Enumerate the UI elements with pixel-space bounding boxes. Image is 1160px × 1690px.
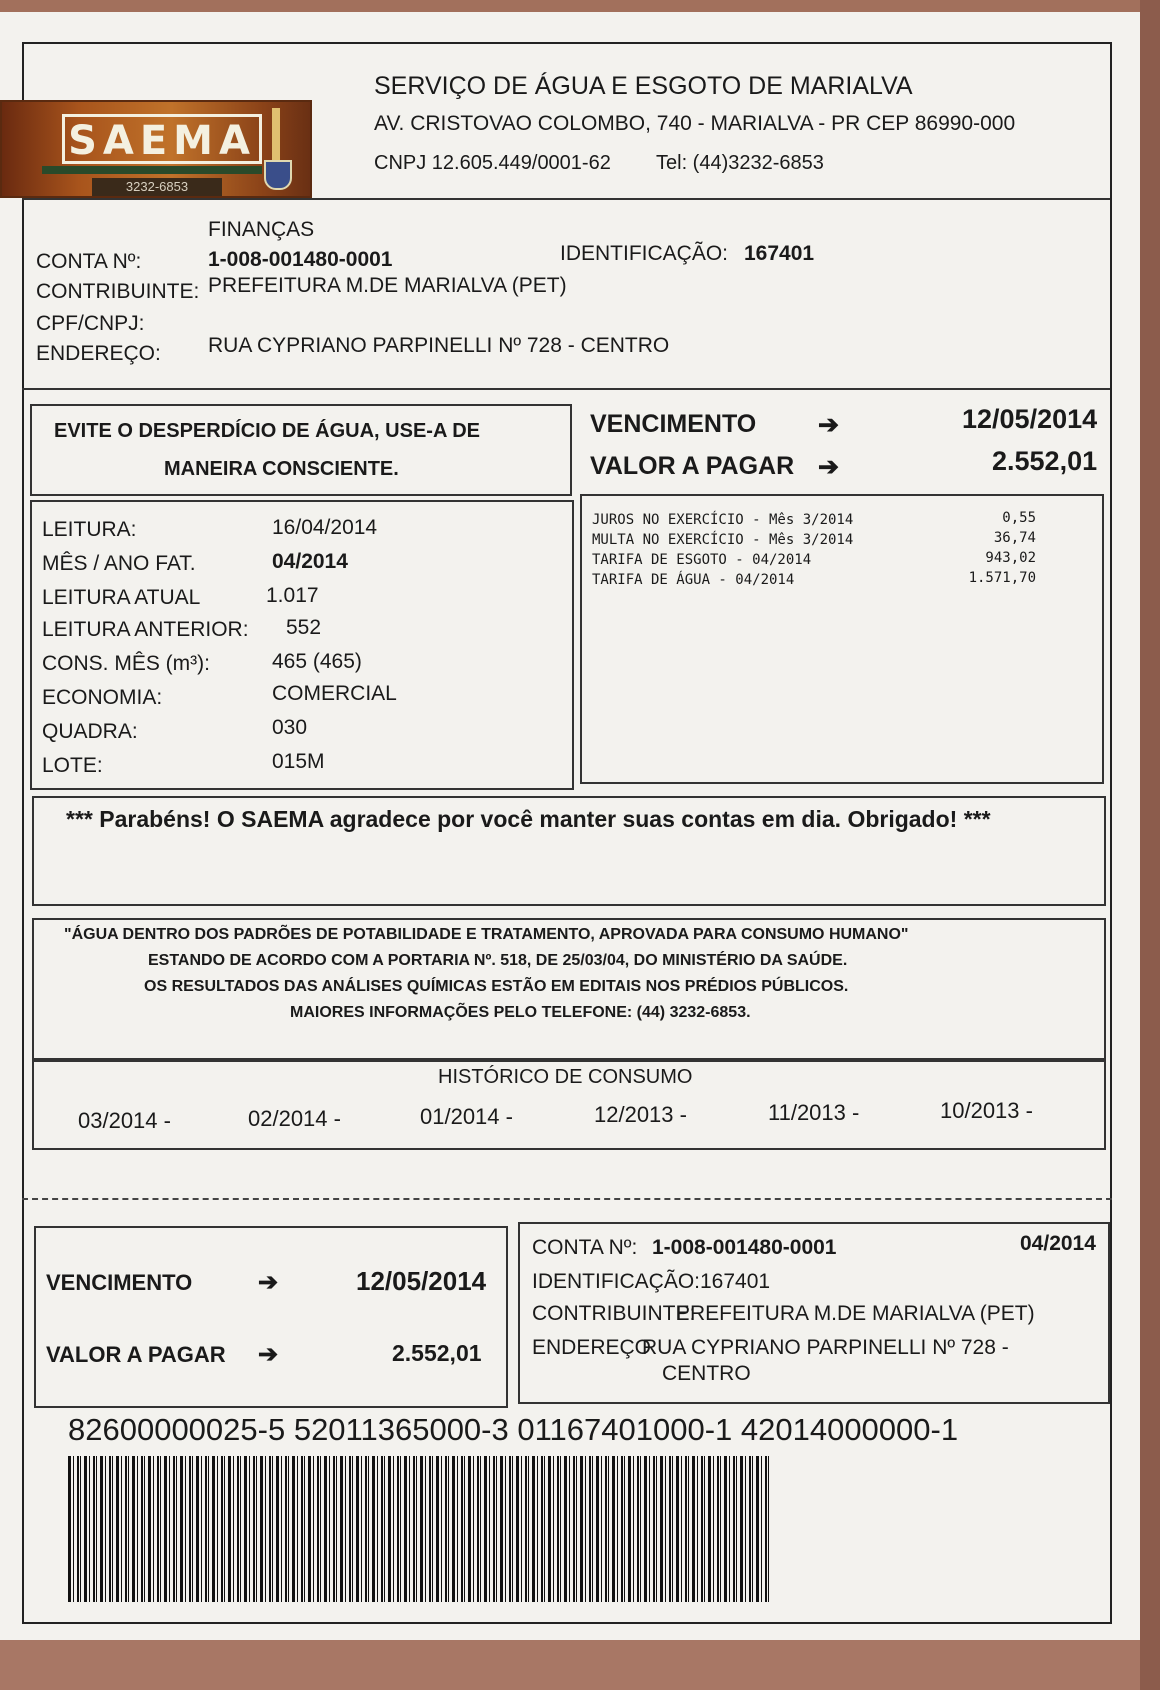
identificacao-value: 167401 (744, 242, 815, 265)
stub-endereco-label: ENDEREÇO (532, 1336, 652, 1359)
stub-vencimento-date: 12/05/2014 (356, 1266, 487, 1296)
company-cnpj: CNPJ 12.605.449/0001-62 (374, 152, 611, 174)
leitura-atual-label: LEITURA ATUAL (42, 586, 201, 609)
arrow-right-icon: ➔ (818, 411, 839, 439)
stub-due-box (34, 1226, 508, 1408)
leitura-anterior-label: LEITURA ANTERIOR: (42, 618, 249, 641)
quadra-label: QUADRA: (42, 720, 138, 743)
stub-conta-label: CONTA Nº: (532, 1236, 638, 1259)
quality-line2: ESTANDO DE ACORDO COM A PORTARIA Nº. 518, DE 25/03/04, DO MINISTÉRIO DA SAÚDE. (148, 952, 848, 969)
cpf-cnpj-label: CPF/CNPJ: (36, 312, 145, 335)
lote-label: LOTE: (42, 754, 103, 777)
stub-endereco-value: RUA CYPRIANO PARPINELLI Nº 728 - (642, 1336, 1009, 1359)
lote-value: 015M (272, 750, 325, 773)
notice-line1: EVITE O DESPERDÍCIO DE ÁGUA, USE-A DE (54, 420, 480, 442)
charge-value: 36,74 (993, 530, 1036, 546)
arrow-right-icon: ➔ (258, 1269, 279, 1296)
stub-identificacao-value: 167401 (700, 1270, 771, 1293)
saema-logo (0, 100, 312, 198)
quadra-value: 030 (272, 716, 308, 739)
conta-number: 1-008-001480-0001 (208, 248, 393, 271)
stub-endereco-value-2: CENTRO (662, 1362, 751, 1385)
consumo-value: 465 (465) (272, 650, 362, 673)
arrow-right-icon: ➔ (258, 1341, 279, 1368)
leitura-label: LEITURA: (42, 518, 137, 541)
water-tower-icon (272, 108, 280, 160)
valor-amount: 2.552,01 (992, 446, 1098, 476)
charge-desc: TARIFA DE ESGOTO - 04/2014 (592, 552, 812, 568)
barcode-digits: 82600000025-5 52011365000-3 01167401000-1 42014000000-1 (68, 1412, 959, 1447)
contribuinte-value: PREFEITURA M.DE MARIALVA (PET) (208, 274, 567, 297)
valor-label: VALOR A PAGAR (590, 452, 795, 480)
header-divider (22, 198, 1110, 200)
account-divider (22, 388, 1110, 390)
endereco-value: RUA CYPRIANO PARPINELLI Nº 728 - CENTRO (208, 334, 670, 357)
logo-phone: 3232-6853 (92, 178, 222, 196)
payment-barcode (68, 1456, 770, 1602)
charge-value: 943,02 (985, 550, 1036, 566)
quality-line4: MAIORES INFORMAÇÕES PELO TELEFONE: (44) 3232-6853. (290, 1004, 751, 1021)
history-item: 10/2013 - (940, 1098, 1033, 1123)
charge-desc: MULTA NO EXERCÍCIO - Mês 3/2014 (592, 532, 854, 548)
charge-value: 0,55 (1002, 510, 1036, 526)
stub-contribuinte-value: PREFEITURA M.DE MARIALVA (PET) (676, 1302, 1035, 1325)
vencimento-label: VENCIMENTO (590, 410, 757, 438)
leitura-atual-value: 1.017 (266, 584, 319, 607)
thank-you-message: *** Parabéns! O SAEMA agradece por você manter suas contas em dia. Obrigado! *** (66, 806, 991, 832)
contribuinte-label: CONTRIBUINTE: (36, 280, 200, 303)
charge-desc: TARIFA DE ÁGUA - 04/2014 (592, 572, 795, 588)
identificacao-label: IDENTIFICAÇÃO: (560, 242, 729, 265)
stub-identificacao-label: IDENTIFICAÇÃO: (532, 1270, 701, 1293)
history-item: 12/2013 - (594, 1102, 687, 1127)
arrow-right-icon: ➔ (818, 453, 839, 481)
history-item: 11/2013 - (768, 1100, 860, 1125)
conta-label: CONTA Nº: (36, 250, 142, 273)
company-name: SERVIÇO DE ÁGUA E ESGOTO DE MARIALVA (374, 72, 913, 100)
charge-desc: JUROS NO EXERCÍCIO - Mês 3/2014 (592, 512, 854, 528)
company-phone: Tel: (44)3232-6853 (656, 152, 824, 174)
economia-label: ECONOMIA: (42, 686, 163, 709)
quality-line1: "ÁGUA DENTRO DOS PADRÕES DE POTABILIDADE E TRATAMENTO, APROVADA PARA CONSUMO HUMANO" (64, 926, 909, 943)
economia-value: COMERCIAL (272, 682, 397, 705)
logo-stripe (42, 166, 262, 174)
stub-valor-amount: 2.552,01 (392, 1340, 482, 1366)
scan-edge-right (1140, 0, 1160, 1690)
vencimento-date: 12/05/2014 (962, 404, 1098, 434)
leitura-date: 16/04/2014 (272, 516, 378, 539)
department-label: FINANÇAS (208, 218, 315, 241)
company-address: AV. CRISTOVAO COLOMBO, 740 - MARIALVA - PR CEP 86990-000 (374, 112, 1016, 135)
consumo-label: CONS. MÊS (m³): (42, 652, 210, 675)
reading-box (30, 500, 574, 790)
endereco-label: ENDEREÇO: (36, 342, 161, 365)
stub-contribuinte-label: CONTRIBUINTE: (532, 1302, 696, 1325)
logo-wordmark: SAEMA (62, 114, 262, 164)
leitura-anterior-value: 552 (286, 616, 322, 639)
history-title: HISTÓRICO DE CONSUMO (438, 1066, 693, 1088)
scan-edge-bottom (0, 1640, 1160, 1690)
stub-conta-number: 1-008-001480-0001 (652, 1236, 837, 1259)
stub-valor-label: VALOR A PAGAR (46, 1342, 226, 1367)
mes-ano-value: 04/2014 (272, 550, 348, 573)
stub-vencimento-label: VENCIMENTO (46, 1270, 193, 1295)
mes-ano-label: MÊS / ANO FAT. (42, 552, 196, 575)
notice-line2: MANEIRA CONSCIENTE. (164, 458, 399, 480)
tear-line (22, 1198, 1112, 1200)
stub-reference-month: 04/2014 (1020, 1232, 1096, 1255)
charge-value: 1.571,70 (968, 570, 1036, 586)
notice-box (30, 404, 572, 496)
city-crest-icon (264, 160, 292, 190)
history-item: 03/2014 - (78, 1108, 171, 1133)
history-item: 02/2014 - (248, 1106, 341, 1131)
quality-line3: OS RESULTADOS DAS ANÁLISES QUÍMICAS ESTÃO EM EDITAIS NOS PRÉDIOS PÚBLICOS. (144, 978, 849, 995)
history-item: 01/2014 - (420, 1104, 513, 1129)
